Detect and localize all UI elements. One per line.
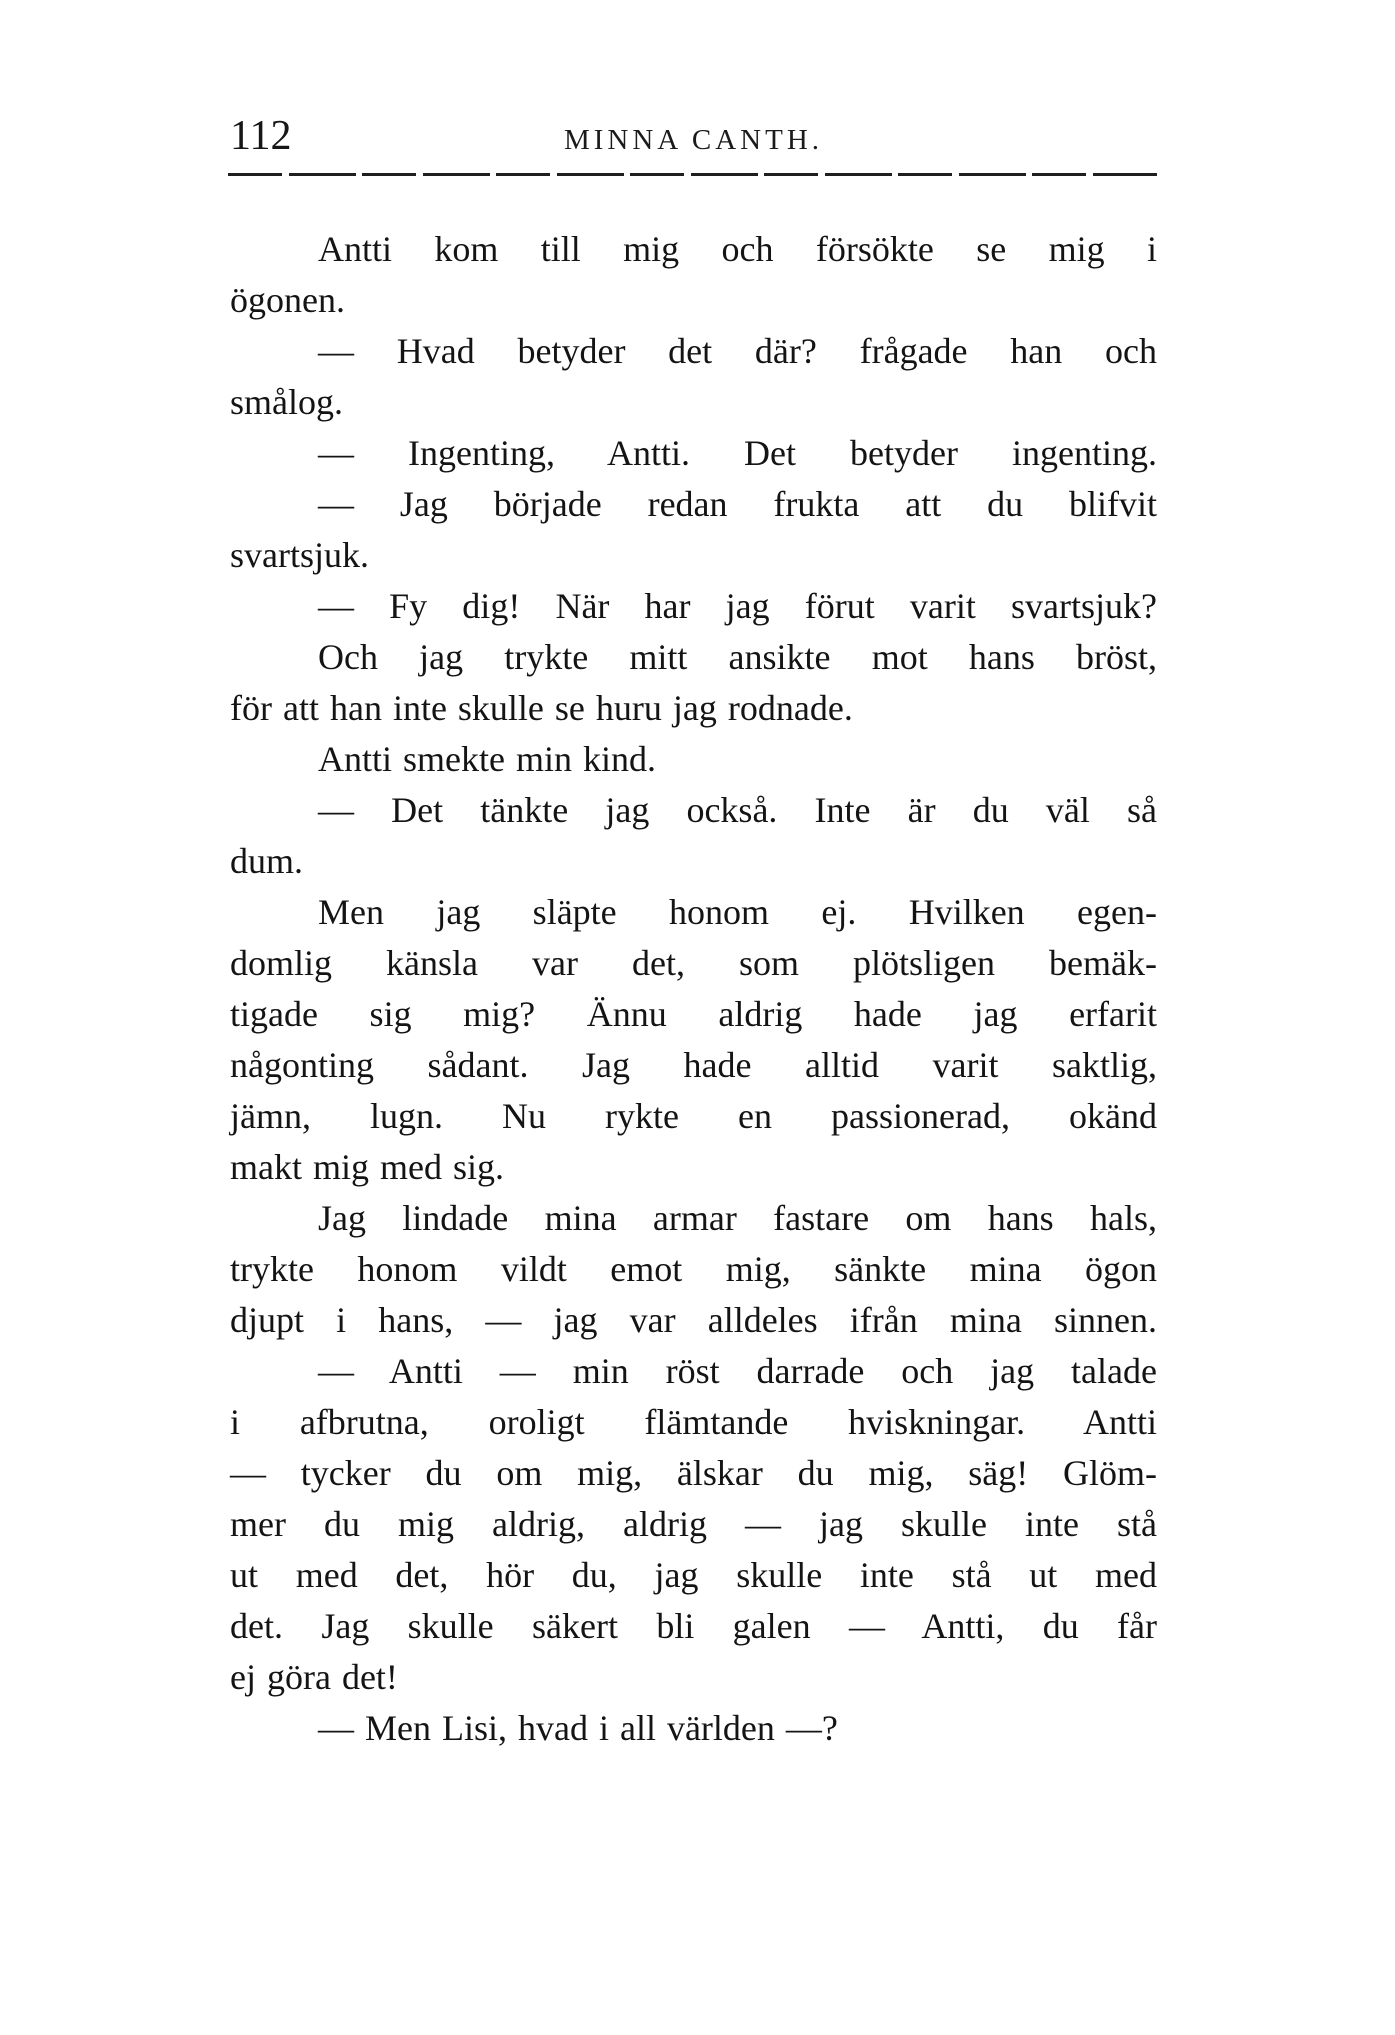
text-line: Men jag släpte honom ej. Hvilken egen-: [318, 892, 1157, 932]
text-line: — tycker du om mig, älskar du mig, säg! Glöm-: [230, 1453, 1157, 1493]
text-line: — Men Lisi, hvad i all världen —?: [318, 1708, 838, 1748]
text-line: mer du mig aldrig, aldrig — jag skulle inte stå: [230, 1504, 1157, 1544]
text-line: smålog.: [230, 382, 343, 422]
page-body: [230, 224, 1157, 1754]
text-line: trykte honom vildt emot mig, sänkte mina ögon: [230, 1249, 1157, 1289]
text-line: Antti kom till mig och försökte se mig i: [318, 229, 1157, 269]
text-line: ögonen.: [230, 280, 345, 320]
text-line: det. Jag skulle säkert bli galen — Antti, du får: [230, 1606, 1157, 1646]
text-line: tigade sig mig? Ännu aldrig hade jag erfarit: [230, 994, 1157, 1034]
text-line: i afbrutna, oroligt flämtande hviskningar. Antti: [230, 1402, 1157, 1442]
text-line: — Antti — min röst darrade och jag talade: [318, 1351, 1157, 1391]
text-line: svartsjuk.: [230, 535, 369, 575]
text-line: — Ingenting, Antti. Det betyder ingenting.: [318, 433, 1157, 473]
text-line: för att han inte skulle se huru jag rodnade.: [230, 688, 853, 728]
text-line: makt mig med sig.: [230, 1147, 504, 1187]
text-line: dum.: [230, 841, 304, 881]
running-title: MINNA CANTH.: [563, 124, 824, 156]
text-line: ej göra det!: [230, 1657, 398, 1697]
text-line: domlig känsla var det, som plötsligen bemäk-: [230, 943, 1157, 983]
header-rule: [228, 173, 1157, 176]
text-line: djupt i hans, — jag var alldeles ifrån mina sinnen.: [230, 1300, 1157, 1340]
text-line: Jag lindade mina armar fastare om hans hals,: [318, 1198, 1157, 1238]
text-line: ut med det, hör du, jag skulle inte stå ut med: [230, 1555, 1157, 1595]
text-line: någonting sådant. Jag hade alltid varit saktlig,: [230, 1045, 1157, 1085]
page-number: 112: [230, 113, 292, 159]
text-line: — Fy dig! När har jag förut varit svartsjuk?: [318, 586, 1157, 626]
text-line: — Hvad betyder det där? frågade han och: [318, 331, 1157, 371]
text-line: Och jag trykte mitt ansikte mot hans bröst,: [318, 637, 1157, 677]
text-line: — Jag började redan frukta att du blifvit: [318, 484, 1157, 524]
text-line: — Det tänkte jag också. Inte är du väl så: [318, 790, 1157, 830]
text-line: jämn, lugn. Nu rykte en passionerad, okänd: [230, 1096, 1157, 1136]
text-line: Antti smekte min kind.: [318, 739, 656, 779]
